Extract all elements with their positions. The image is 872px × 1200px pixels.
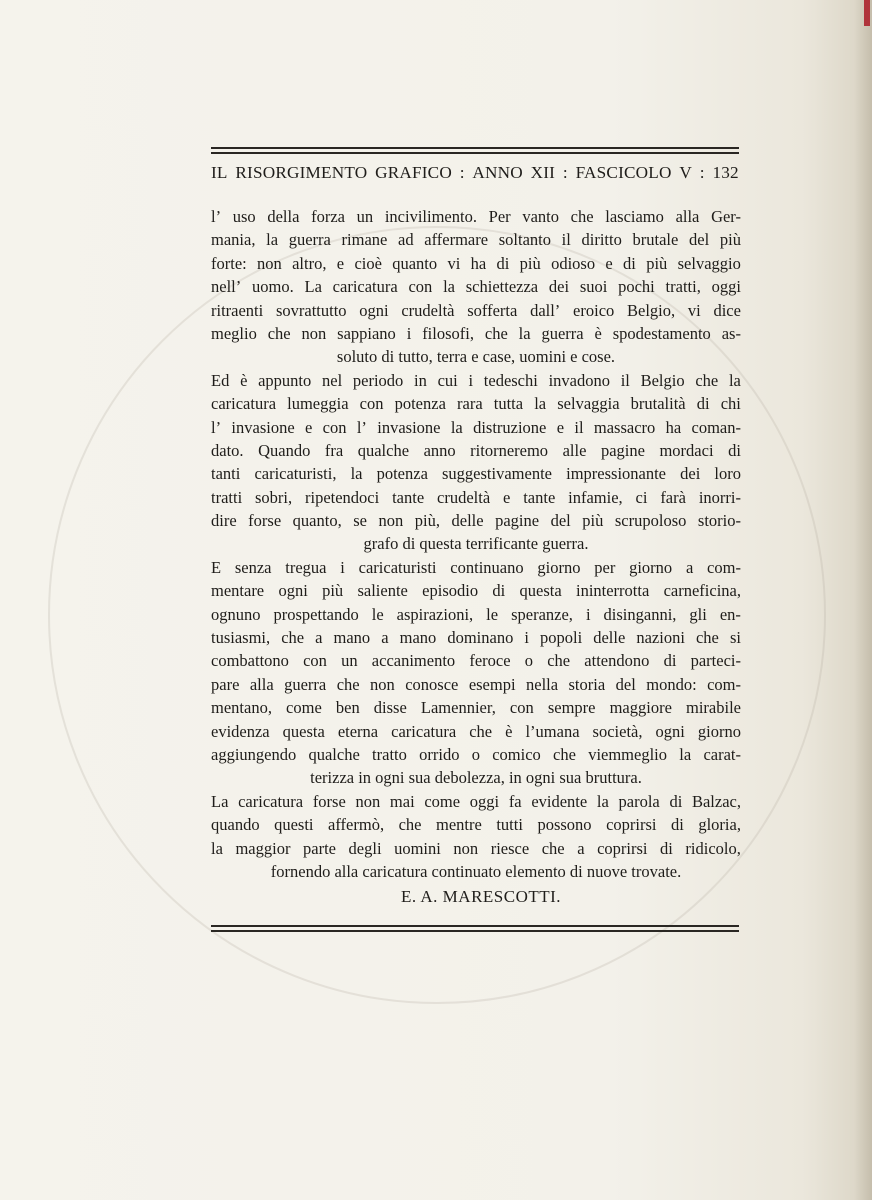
text-line: tanti caricaturisti, la potenza suggestivamente impressionante dei loro [211, 464, 741, 484]
header-double-rule [211, 147, 739, 154]
text-line: terizza in ogni sua debolezza, in ogni sua bruttura. [310, 768, 642, 788]
text-line: mania, la guerra rimane ad affermare soltanto il diritto brutale del più [211, 230, 741, 250]
text-line: grafo di questa terrificante guerra. [363, 534, 589, 554]
text-line: La caricatura forse non mai come oggi fa evidente la parola di Balzac, [211, 791, 741, 811]
text-line: ognuno prospettando le aspirazioni, le speranze, i disinganni, gli en- [211, 604, 741, 624]
text-line: l’ uso della forza un incivilimento. Per vanto che lasciamo alla Ger- [211, 207, 741, 226]
text-line: l’ invasione e con l’ invasione la distruzione e il massacro ha coman- [211, 417, 741, 437]
text-line: meglio che non sappiano i filosofi, che la guerra è spodestamento as- [211, 323, 741, 343]
text-line: fornendo alla caricatura continuato elemento di nuove trovate. [270, 861, 682, 881]
text-line: soluto di tutto, terra e case, uomini e cose. [336, 347, 616, 367]
text-line: quando questi affermò, che mentre tutti possono coprirsi di gloria, [211, 815, 741, 835]
text-line: nell’ uomo. La caricatura con la schiettezza dei suoi pochi tratti, oggi [211, 277, 741, 297]
text-line: mentare ogni più saliente episodio di questa ininterrotta carneficina, [211, 581, 741, 601]
running-head: IL RISORGIMENTO GRAFICO : ANNO XII : FASCICOLO V : 132 [211, 163, 739, 182]
page-edge-shadow [854, 0, 872, 1200]
text-line: forte: non altro, e cioè quanto vi ha di più odioso e di più selvaggio [211, 253, 741, 273]
text-line: evidenza questa eterna caricatura che è l’umana società, ogni giorno [211, 721, 741, 741]
text-line: la maggior parte degli uomini non riesce che a coprirsi di ridicolo, [211, 838, 741, 858]
text-line: ritraenti sovrattutto ogni crudeltà sofferta dall’ eroico Belgio, vi dice [211, 300, 741, 320]
text-line: tratti sobri, ripetendoci tante crudeltà e tante infamie, ci farà inorri- [211, 487, 741, 507]
text-line: aggiungendo qualche tratto orrido o comico che viemmeglio la carat- [211, 744, 741, 764]
text-line: dato. Quando fra qualche anno ritorneremo alle pagine mordaci di [211, 440, 741, 460]
footer-double-rule [211, 925, 739, 932]
author-signature: E. A. MARESCOTTI. [400, 887, 562, 907]
text-line: tusiasmi, che a mano a mano dominano i popoli delle nazioni che si [211, 628, 741, 648]
text-line: dire forse quanto, se non più, delle pagine del più scrupoloso storio- [211, 511, 741, 531]
text-line: E senza tregua i caricaturisti continuano giorno per giorno a com- [211, 557, 741, 577]
text-line: pare alla guerra che non conosce esempi nella storia del mondo: com- [211, 674, 741, 694]
article-text [211, 205, 741, 910]
text-line: Ed è appunto nel periodo in cui i tedeschi invadono il Belgio che la [211, 370, 741, 390]
text-line: combattono con un accanimento feroce o che attendono di parteci- [211, 651, 741, 671]
text-line: caricatura lumeggia con potenza rara tutta la selvaggia brutalità di chi [211, 394, 741, 414]
bookmark-ribbon [864, 0, 870, 26]
text-line: mentano, come ben disse Lamennier, con sempre maggiore mirabile [211, 698, 741, 718]
